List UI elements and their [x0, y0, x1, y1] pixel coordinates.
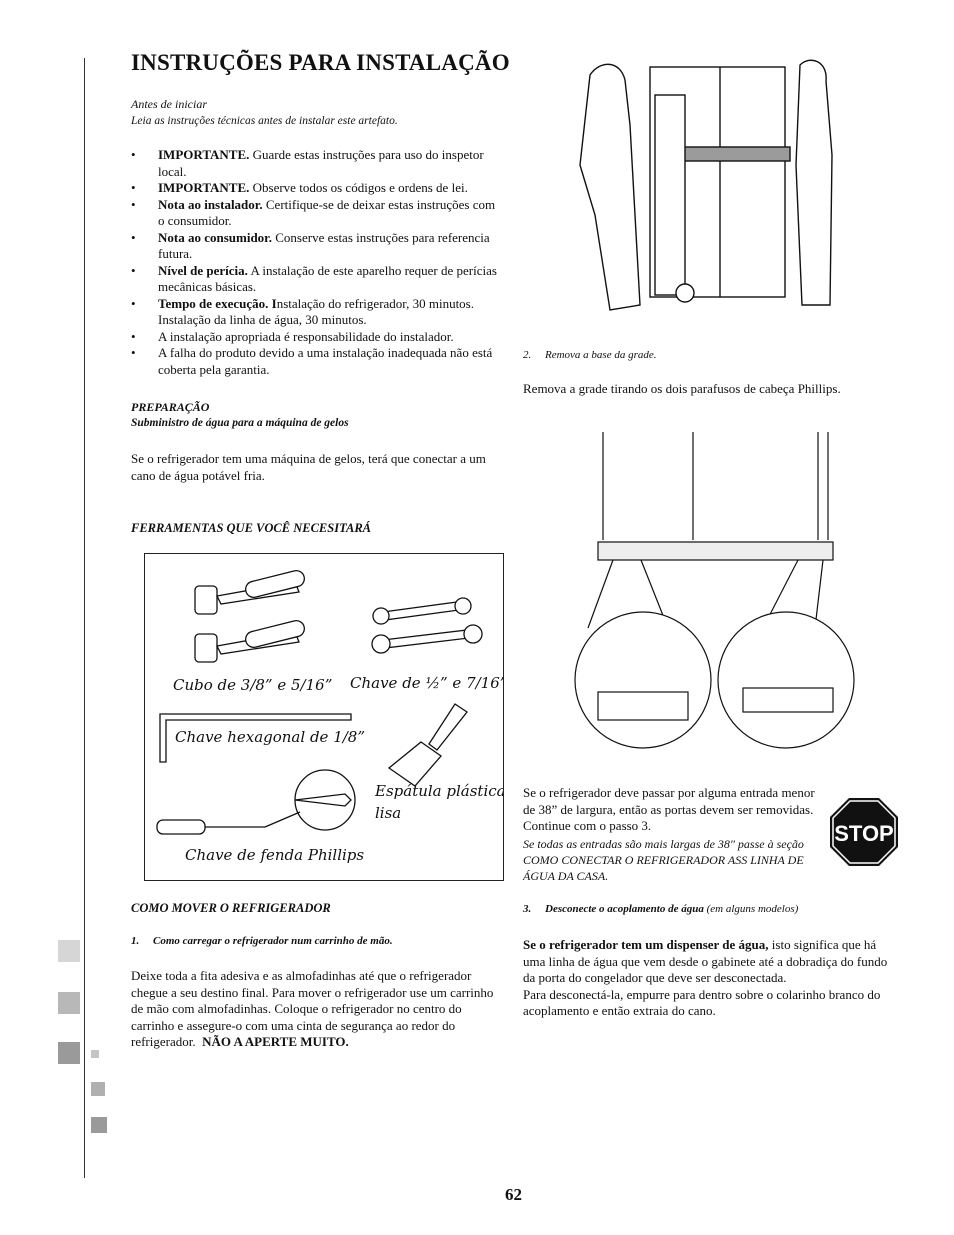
list-item: • Nível de perícia. A instalação de este aparelho requer de perícias mecânicas básicas.: [131, 263, 501, 296]
list-item: • A instalação apropriada é responsabilidade do instalador.: [131, 329, 501, 346]
tab-marker-small: [91, 1050, 99, 1058]
list-item: • Nota ao consumidor. Conserve estas instruções para referencia futura.: [131, 230, 501, 263]
tools-drawing: [145, 554, 503, 880]
svg-text:Espátula plástica: Espátula plástica: [375, 782, 503, 800]
moving-text: Deixe toda a fita adesiva e as almofadinhas até que o refrigerador chegue a seu destino final. Para mover o refrigerador use um carrinho de mão com almofadinhas. Coloque o refrigerador no centro do carrinho e assegure-o com uma cinta de segurança ao redor do refrigerador. NÃO A APERTE MUITO.: [131, 968, 494, 1049]
list-item: • IMPORTANTE. Guarde estas instruções para uso do inspetor local.: [131, 147, 501, 180]
socket-label: [173, 676, 332, 694]
step3-text: Se o refrigerador tem um dispenser de água, isto significa que há uma linha de água que vem desde o gabinete até a dobradiça do fundo da porta do congelador que deve ser desconectada. Para desconectá-la, empurre para dentro sobre o colarinho branco do acoplamento e então extraia do cano.: [523, 937, 888, 1018]
tools-heading: FERRAMENTAS QUE VOCÊ NECESITARÁ: [131, 521, 372, 535]
socket-wrench-icon: [195, 569, 306, 662]
tab-marker-1: [58, 940, 80, 962]
screwdriver-icon: [157, 770, 355, 834]
grille-removal-illustration: [553, 430, 873, 752]
screwdriver-label: [185, 846, 364, 864]
open-end-wrench-icon: [372, 598, 482, 653]
wrench-label: [350, 674, 503, 692]
preparation-heading: PREPARAÇÃO: [131, 400, 210, 414]
instructions-list: [131, 147, 501, 378]
preparation-text: Se o refrigerador tem uma máquina de gelos, terá que conectar a um cano de água potável fria.: [131, 451, 486, 483]
step3-heading: 3. Desconecte o acoplamento de água (em alguns modelos): [523, 903, 799, 915]
moving-step1: 1. Como carregar o refrigerador num carrinho de mão.: [131, 935, 393, 947]
moving-heading: COMO MOVER O REFRIGERADOR: [131, 901, 331, 915]
svg-text:Chave de fenda Phillips: Chave de fenda Phillips: [185, 846, 365, 864]
before-start-heading: Antes de iniciar: [131, 97, 207, 111]
door-note-text: Se o refrigerador deve passar por alguma entrada menor de 38” de largura, então as portas devem ser removidas. Continue com o passo 3.: [523, 785, 815, 833]
svg-text:STOP: STOP: [834, 821, 894, 846]
tab-marker-4: [91, 1082, 105, 1096]
preparation-subheading: Subministro de água para a máquina de gelos: [131, 417, 349, 429]
svg-text:Cubo de 3/8” e 5/16”: Cubo de 3/8” e 5/16”: [173, 676, 333, 694]
step2-heading: 2. Remova a base da grade.: [523, 349, 657, 361]
list-item: • IMPORTANTE. Observe todos os códigos e ordens de lei.: [131, 180, 501, 197]
stop-sign-icon: [829, 797, 899, 867]
door-note-italic: Se todas as entradas são mais largas de 38" passe à seção COMO CONECTAR O REFRIGERADOR ASS LINHA DE ÁGUA DA CASA.: [523, 837, 804, 883]
list-item: • Tempo de execução. Instalação do refrigerador, 30 minutos. Instalação da linha de água, 30 minutos.: [131, 296, 501, 329]
list-item: • A falha do produto devido a uma instalação inadequada não está coberta pela garantia.: [131, 345, 501, 378]
hex-label: [175, 728, 365, 746]
tab-marker-2: [58, 992, 80, 1014]
moving-refrigerator-illustration: [570, 55, 840, 320]
tab-marker-5: [91, 1117, 107, 1133]
svg-text:lisa: lisa: [375, 804, 402, 822]
svg-text:Chave hexagonal de 1/8”: Chave hexagonal de 1/8”: [175, 728, 365, 746]
spatula-label: [374, 782, 503, 822]
margin-rule: [84, 58, 85, 1178]
svg-text:Chave de ½” e 7/16”: Chave de ½” e 7/16”: [350, 674, 503, 692]
tab-marker-3: [58, 1042, 80, 1064]
step2-text: Remova a grade tirando os dois parafusos de cabeça Phillips.: [523, 381, 841, 396]
page-number: 62: [505, 1185, 522, 1204]
page-title: INSTRUÇÕES PARA INSTALAÇÃO: [131, 50, 510, 75]
before-start-text: Leia as instruções técnicas antes de instalar este artefato.: [131, 115, 398, 127]
tools-illustration: [144, 553, 504, 881]
list-item: • Nota ao instalador. Certifique-se de deixar estas instruções com o consumidor.: [131, 197, 501, 230]
spatula-icon: [389, 704, 467, 786]
